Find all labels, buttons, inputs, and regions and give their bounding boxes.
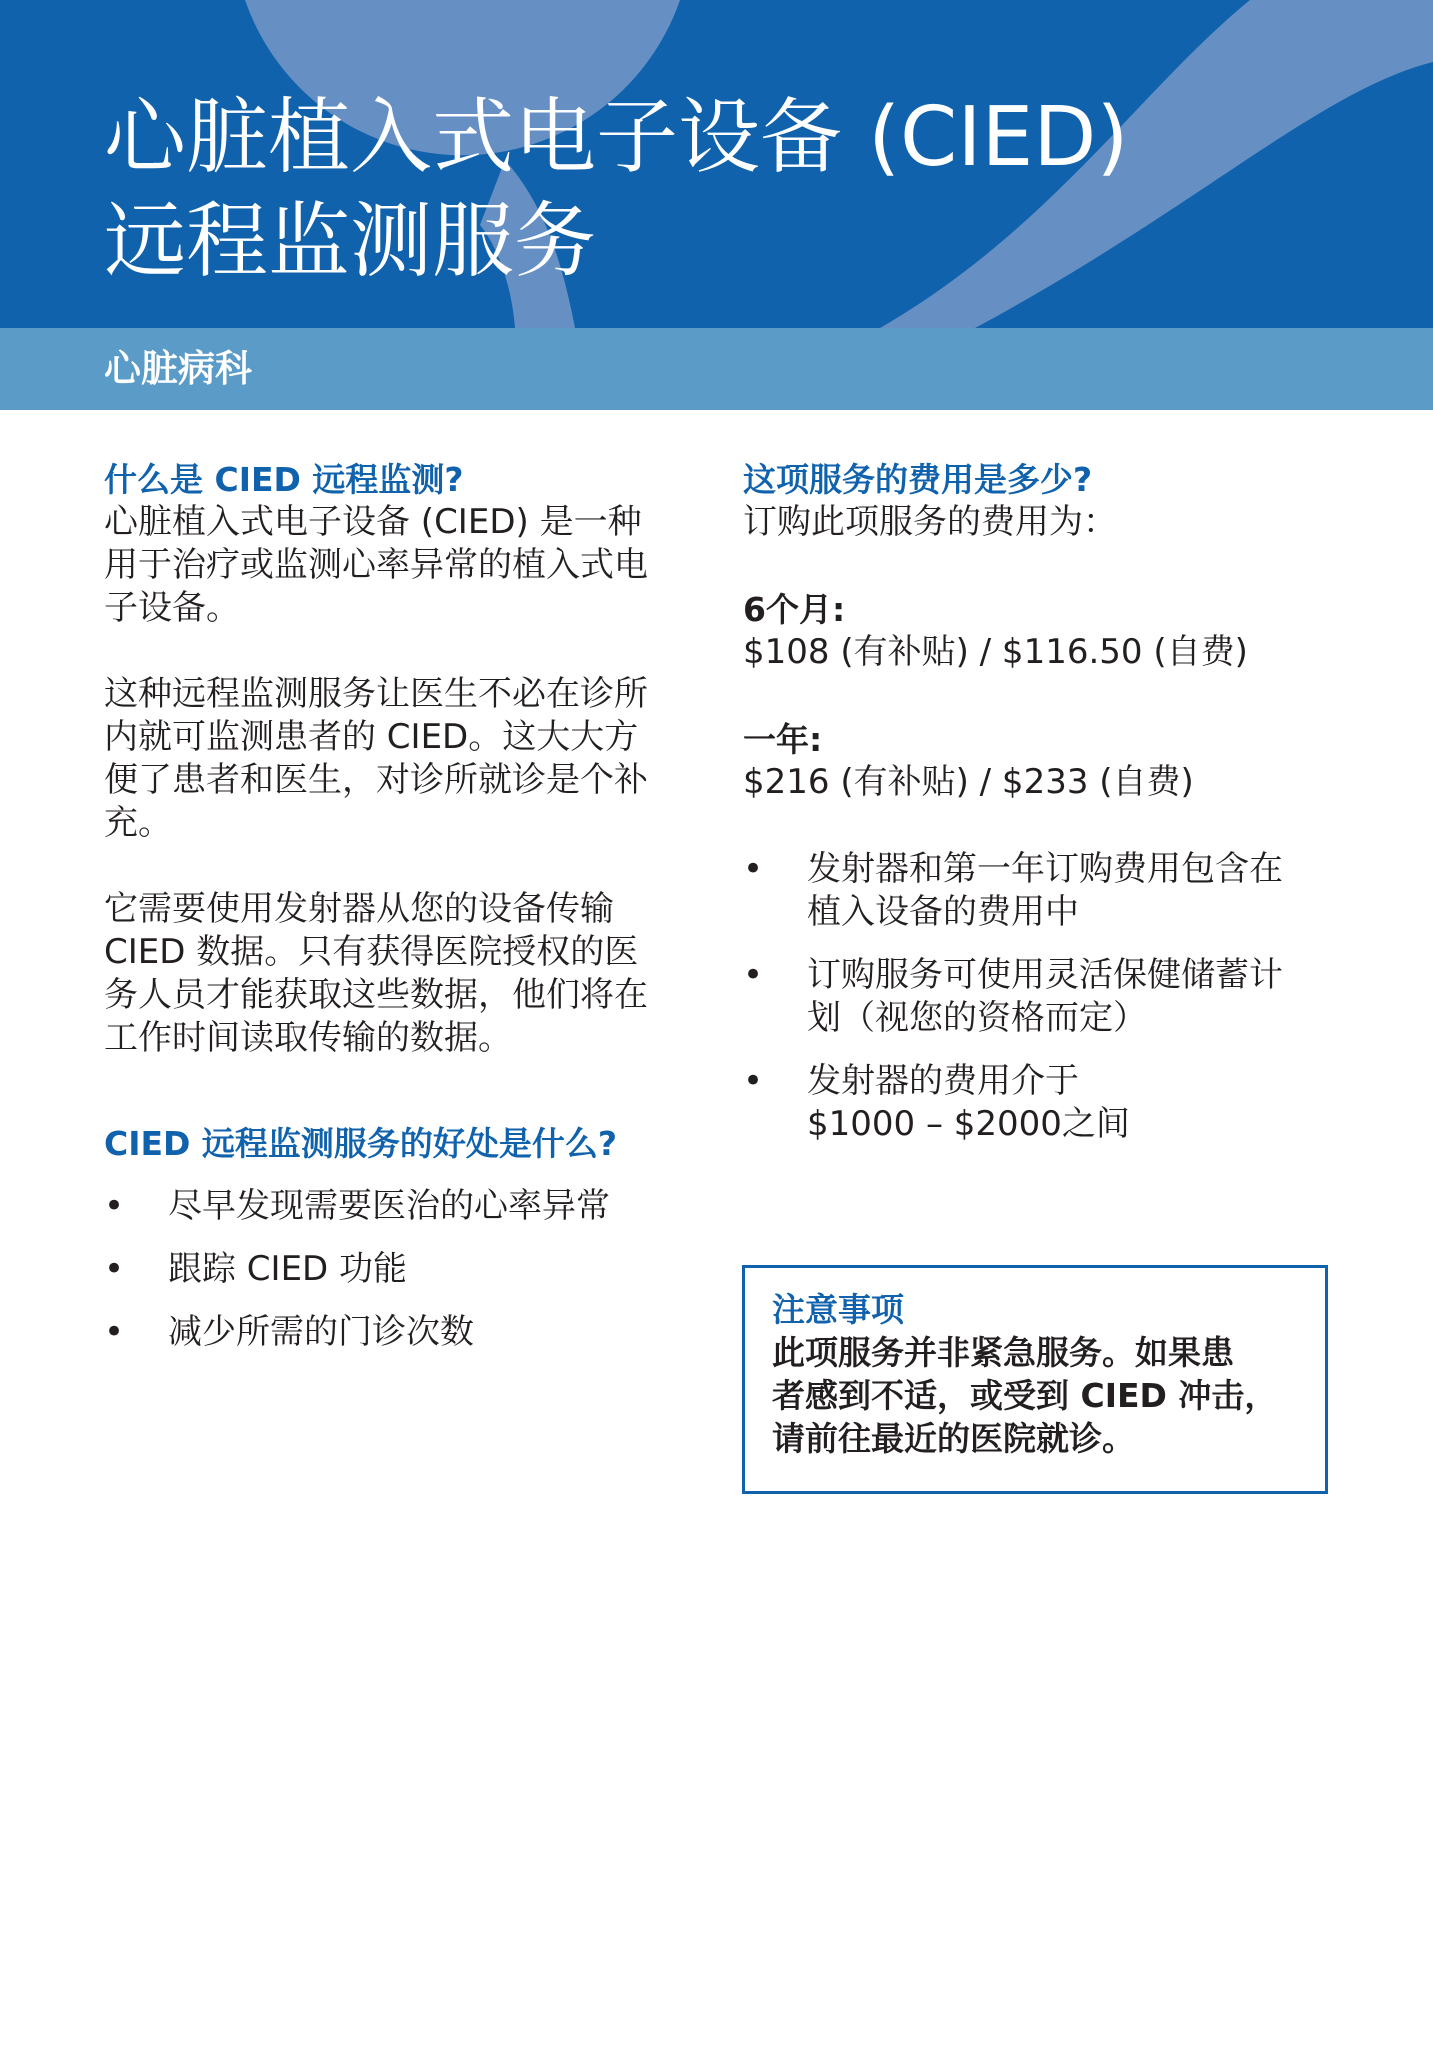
- six-months-label: 6个月:: [743, 590, 846, 629]
- list-item: [743, 848, 1343, 934]
- department-label: 心脏病科: [104, 347, 252, 390]
- notice-body: [772, 1331, 1301, 1460]
- right-column: [743, 458, 1343, 1146]
- notice-title: 注意事项: [772, 1290, 904, 1329]
- text-line: 请前往最近的医院就诊。: [772, 1419, 1135, 1458]
- text-line: CIED 数据。只有获得医院授权的医: [104, 932, 639, 972]
- department-bar: [0, 328, 1433, 410]
- text-line: 充。: [104, 803, 172, 843]
- text-line: 务人员才能获取这些数据，他们将在: [104, 975, 648, 1015]
- list-item: [743, 1060, 1343, 1146]
- paragraph-transmitter: [104, 888, 704, 1060]
- cost-intro: 订购此项服务的费用为：: [743, 502, 1117, 542]
- page-title-line1: 心脏植入式电子设备 (CIED): [104, 90, 1129, 185]
- list-item-text: 划（视您的资格而定）: [807, 998, 1147, 1038]
- list-item-text: 发射器和第一年订购费用包含在: [807, 849, 1283, 889]
- bullet-icon: •: [743, 849, 764, 889]
- bullet-icon: •: [743, 1061, 764, 1101]
- list-item: [104, 1248, 704, 1291]
- text-line: 用于治疗或监测心率异常的植入式电: [104, 545, 648, 585]
- text-line: 者感到不适，或受到 CIED 冲击，: [772, 1376, 1278, 1415]
- text-line: 此项服务并非紧急服务。如果患: [772, 1333, 1234, 1372]
- text-line: 内就可监测患者的 CIED。这大大方: [104, 717, 639, 757]
- text-line: 它需要使用发射器从您的设备传输: [104, 889, 614, 929]
- left-column: [104, 458, 704, 1354]
- bullet-icon: •: [104, 1312, 125, 1352]
- paragraph-remote-monitoring: [104, 673, 704, 845]
- text-line: 便了患者和医生，对诊所就诊是个补: [104, 760, 648, 800]
- list-item: [743, 954, 1343, 1040]
- list-item-text: 植入设备的费用中: [807, 892, 1079, 932]
- list-item: [104, 1185, 704, 1228]
- text-line: 心脏植入式电子设备 (CIED) 是一种: [104, 502, 642, 542]
- cost-notes-list: [743, 848, 1343, 1146]
- section-heading-what-is: 什么是 CIED 远程监测?: [104, 460, 464, 499]
- section-heading-cost: 这项服务的费用是多少?: [743, 460, 1093, 499]
- bullet-icon: •: [743, 955, 764, 995]
- page-title-line2: 远程监测服务: [104, 194, 597, 289]
- list-item: [104, 1311, 704, 1354]
- list-item-text: $1000 – $2000之间: [807, 1104, 1130, 1144]
- list-item-text: 发射器的费用介于: [807, 1061, 1079, 1101]
- benefits-list: [104, 1185, 704, 1354]
- list-item-text: 减少所需的门诊次数: [168, 1312, 474, 1352]
- text-line: 子设备。: [104, 588, 240, 628]
- paragraph-definition: [104, 501, 704, 630]
- list-item-text: 订购服务可使用灵活保健储蓄计: [807, 955, 1283, 995]
- bullet-icon: •: [104, 1249, 125, 1289]
- one-year-label: 一年:: [743, 720, 823, 759]
- one-year-price: $216 (有补贴) / $233 (自费): [743, 762, 1194, 802]
- bullet-icon: •: [104, 1186, 125, 1226]
- list-item-text: 尽早发现需要医治的心率异常: [168, 1186, 610, 1226]
- notice-box: [742, 1265, 1328, 1494]
- six-months-price: $108 (有补贴) / $116.50 (自费): [743, 632, 1248, 672]
- list-item-text: 跟踪 CIED 功能: [168, 1249, 408, 1289]
- header-banner: [0, 0, 1433, 328]
- section-heading-benefits: CIED 远程监测服务的好处是什么?: [104, 1124, 618, 1163]
- text-line: 工作时间读取传输的数据。: [104, 1018, 512, 1058]
- text-line: 这种远程监测服务让医生不必在诊所: [104, 674, 648, 714]
